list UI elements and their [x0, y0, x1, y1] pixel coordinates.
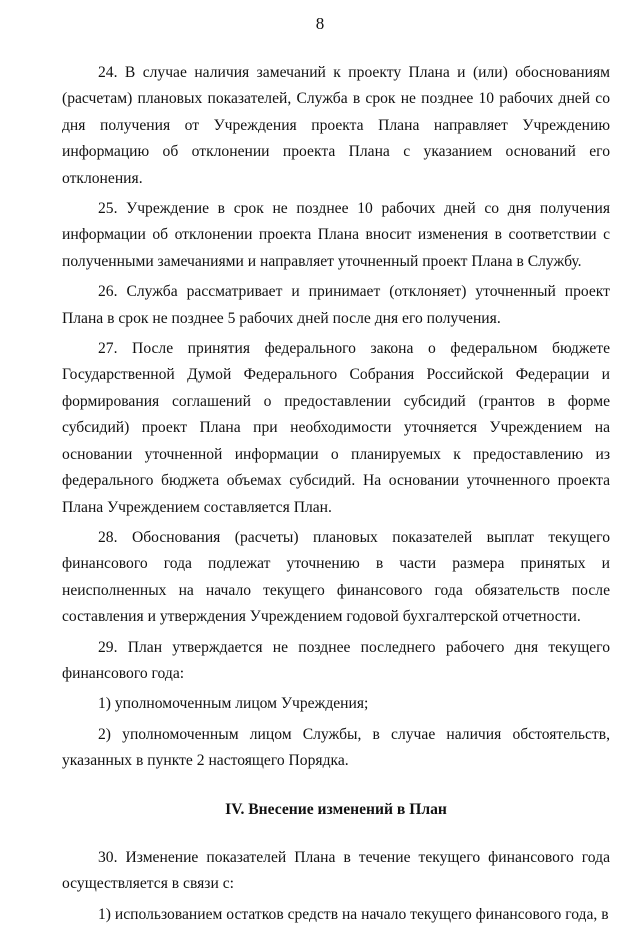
paragraph-30: 30. Изменение показателей Плана в течение текущего финансового года осуществляется в связи с: — [62, 848, 610, 893]
paragraph-25: 25. Учреждение в срок не позднее 10 рабочих дней со дня получения информации об отклонении проекта Плана вносит изменения в соответствии с полученными замечаниями и направляет уточненный проект Плана в Службу. — [62, 200, 610, 270]
document-body — [62, 60, 610, 932]
paragraph-26: 26. Служба рассматривает и принимает (отклоняет) уточненный проект Плана в срок не позднее 5 рабочих дней после дня его получения. — [62, 283, 610, 327]
paragraph-28: 28. Обоснования (расчеты) плановых показателей выплат текущего финансового года подлежат уточнению в части размера принятых и неисполненных на начало текущего финансового года обязательств после составления и утверждения Учреждением годовой бухгалтерской отчетности. — [62, 528, 610, 626]
paragraph-24: 24. В случае наличия замечаний к проекту Плана и (или) обоснованиям (расчетам) плановых показателей, Служба в срок не позднее 10 рабочих дней со дня получения от Учреждения проекта Плана направляет Учреждению информацию об отклонении проекта Плана с указанием оснований его отклонения. — [62, 64, 610, 187]
page-number: 8 — [315, 14, 325, 33]
section-heading: IV. Внесение изменений в План — [225, 800, 447, 818]
list-item-29-2: 2) уполномоченным лицом Службы, в случае наличия обстоятельств, указанных в пункте 2 настоящего Порядка. — [62, 725, 610, 770]
list-item-30-1: 1) использованием остатков средств на начало текущего финансового года, в — [98, 905, 609, 923]
paragraph-29: 29. План утверждается не позднее последнего рабочего дня текущего финансового года: — [62, 638, 610, 682]
paragraph-27: 27. После принятия федерального закона о федеральном бюджете Государственной Думой Федерального Собрания Российской Федерации и формирования соглашений о предоставлении субсидий (грантов в форме субсидий) проект Плана при необходимости уточняется Учреждением на основании уточненной информации о планируемых к предоставлению из федерального бюджета объемах субсидий. На основании уточненного проекта Плана Учреждением составляется План. — [62, 340, 610, 516]
list-item-29-1: 1) уполномоченным лицом Учреждения; — [98, 695, 369, 713]
